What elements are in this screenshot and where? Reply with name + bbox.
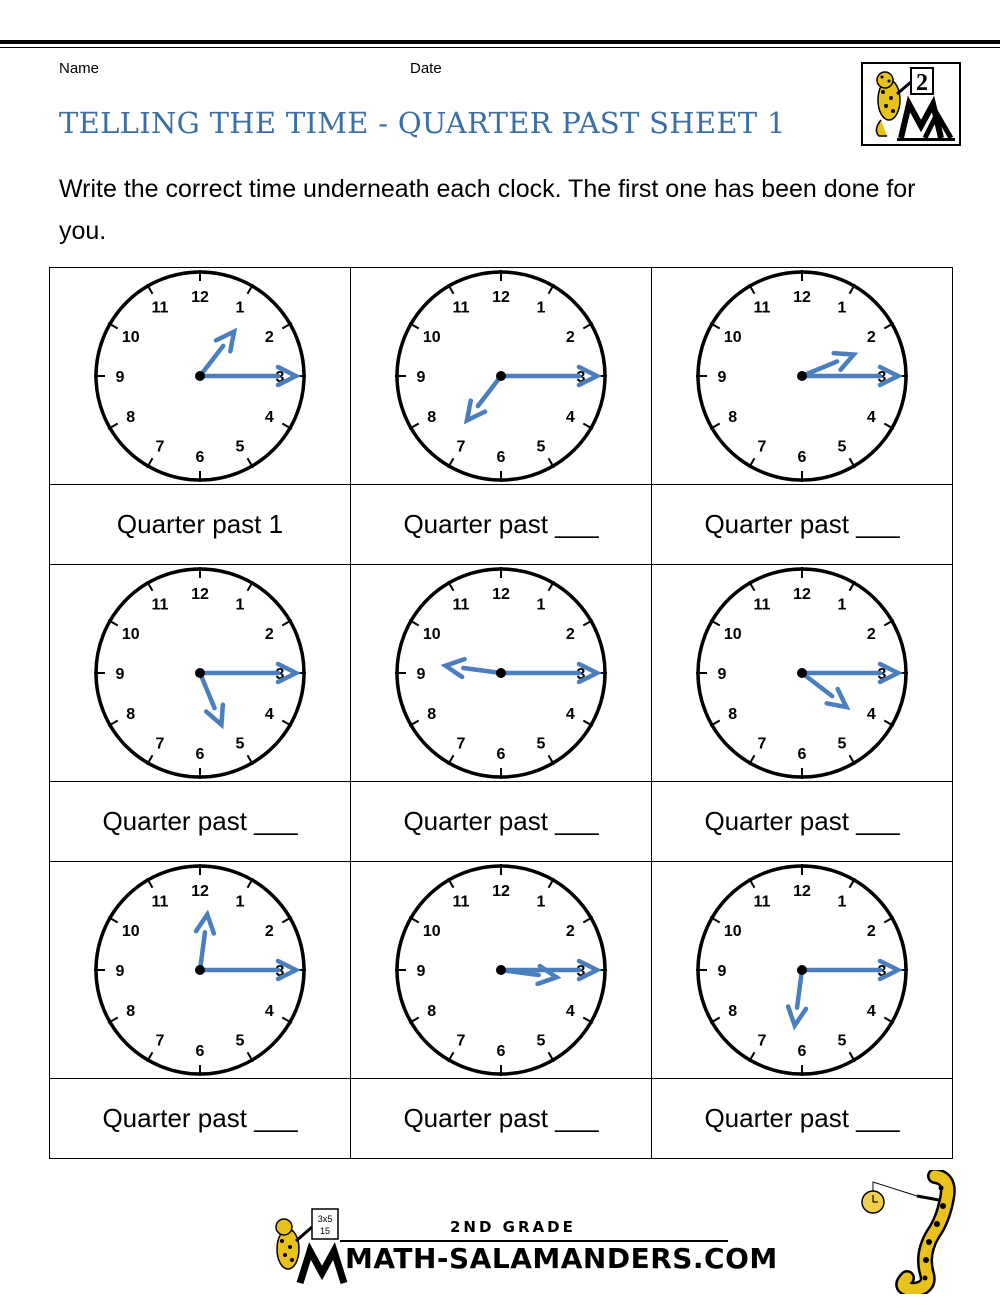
- hour-numeral: 2: [264, 923, 274, 940]
- hour-numeral: 11: [452, 596, 470, 614]
- answer-row: [50, 1079, 953, 1159]
- hour-numeral: 1: [837, 299, 847, 317]
- instructions: Write the correct time underneath each clock. The first one has been done for you.: [59, 175, 916, 245]
- answer-cell[interactable]: Quarter past ___: [351, 1079, 652, 1159]
- hour-numeral: 2: [866, 329, 876, 346]
- answer-cell[interactable]: Quarter past ___: [351, 782, 652, 862]
- hour-numeral: 7: [456, 438, 466, 456]
- hour-numeral: 2: [565, 923, 575, 940]
- grade-logo: [861, 62, 961, 146]
- hour-numeral: 5: [536, 1032, 546, 1050]
- clock-face: [90, 268, 310, 484]
- hour-numeral: 2: [565, 329, 575, 346]
- clock-cell: [50, 862, 351, 1079]
- hour-numeral: 7: [757, 735, 767, 753]
- hour-numeral: 11: [753, 893, 771, 911]
- hour-numeral: 6: [797, 449, 807, 466]
- answer-row: [50, 485, 953, 565]
- hour-numeral: 3: [275, 369, 285, 386]
- hour-numeral: 11: [753, 596, 771, 614]
- hour-numeral: 2: [565, 626, 575, 643]
- hour-numeral: 9: [717, 369, 727, 386]
- hour-numeral: 4: [565, 409, 575, 426]
- hour-numeral: 5: [837, 1032, 847, 1050]
- clock-cell: [351, 862, 652, 1079]
- footer-logo-figure: [260, 1205, 350, 1290]
- clock-face: [692, 268, 912, 484]
- hour-numeral: 6: [195, 449, 205, 466]
- clock-center: [195, 668, 205, 678]
- hour-numeral: 12: [492, 883, 510, 900]
- hour-numeral: 4: [866, 409, 876, 426]
- answer-cell[interactable]: Quarter past ___: [50, 782, 351, 862]
- hour-numeral: 5: [837, 438, 847, 456]
- clock-center: [496, 371, 506, 381]
- hour-numeral: 11: [151, 893, 169, 911]
- hour-numeral: 7: [456, 1032, 466, 1050]
- top-rule-thin: [0, 47, 1000, 48]
- hour-numeral: 9: [115, 666, 125, 683]
- clock-face: [90, 565, 310, 781]
- hour-numeral: 5: [536, 735, 546, 753]
- clock-row: [50, 862, 953, 1079]
- clock-cell: [50, 268, 351, 485]
- hour-numeral: 3: [576, 963, 586, 980]
- clock-face: [391, 862, 611, 1078]
- hour-numeral: 1: [536, 893, 546, 911]
- hour-numeral: 3: [877, 369, 887, 386]
- logo-formula-top: 3x5: [317, 1214, 333, 1224]
- hour-numeral: 6: [496, 746, 506, 763]
- clock-face: [90, 862, 310, 1078]
- hour-numeral: 8: [427, 706, 437, 723]
- hour-numeral: 4: [866, 706, 876, 723]
- hour-numeral: 11: [151, 299, 169, 317]
- clock-cell: [652, 268, 953, 485]
- clock-face: [692, 565, 912, 781]
- clock-row: [50, 268, 953, 485]
- hour-numeral: 8: [728, 409, 738, 426]
- hour-numeral: 1: [235, 596, 245, 614]
- hour-numeral: 7: [757, 438, 767, 456]
- hour-numeral: 7: [155, 438, 165, 456]
- answer-row: [50, 782, 953, 862]
- hour-numeral: 3: [877, 666, 887, 683]
- clock-face: [692, 862, 912, 1078]
- clock-cell: [351, 565, 652, 782]
- salamander-mascot-icon: [855, 1170, 975, 1299]
- hour-numeral: 3: [275, 963, 285, 980]
- page-title: TELLING THE TIME - QUARTER PAST SHEET 1: [59, 106, 786, 140]
- hour-numeral: 8: [728, 706, 738, 723]
- hour-numeral: 9: [115, 369, 125, 386]
- clock-center: [496, 965, 506, 975]
- hour-numeral: 8: [427, 409, 437, 426]
- hour-numeral: 1: [536, 596, 546, 614]
- hour-numeral: 4: [264, 409, 274, 426]
- top-rule: [0, 40, 1000, 44]
- hour-numeral: 11: [452, 893, 470, 911]
- hour-numeral: 3: [877, 963, 887, 980]
- answer-cell[interactable]: Quarter past ___: [50, 1079, 351, 1159]
- hour-numeral: 8: [728, 1003, 738, 1020]
- hour-numeral: 10: [121, 923, 140, 940]
- hour-numeral: 1: [837, 596, 847, 614]
- hour-numeral: 5: [235, 735, 245, 753]
- hour-numeral: 5: [837, 735, 847, 753]
- answer-cell[interactable]: Quarter past ___: [652, 782, 953, 862]
- footer-site: MATH-SALAMANDERS.COM: [345, 1242, 778, 1275]
- hour-numeral: 6: [195, 1043, 205, 1060]
- hour-numeral: 1: [837, 893, 847, 911]
- hour-numeral: 2: [866, 626, 876, 643]
- hour-numeral: 6: [195, 746, 205, 763]
- hour-numeral: 12: [191, 586, 209, 603]
- hour-numeral: 11: [452, 299, 470, 317]
- hour-numeral: 6: [496, 449, 506, 466]
- hour-numeral: 9: [416, 666, 426, 683]
- logo-formula-bottom: 15: [319, 1226, 331, 1236]
- hour-numeral: 10: [723, 329, 742, 346]
- clock-center: [797, 965, 807, 975]
- hour-numeral: 8: [427, 1003, 437, 1020]
- hour-numeral: 5: [235, 438, 245, 456]
- hour-numeral: 4: [264, 1003, 274, 1020]
- hour-numeral: 12: [492, 586, 510, 603]
- hour-numeral: 5: [536, 438, 546, 456]
- hour-numeral: 3: [576, 369, 586, 386]
- hour-numeral: 1: [235, 893, 245, 911]
- date-label: Date: [410, 60, 442, 77]
- clock-center: [797, 668, 807, 678]
- logo-digit: 2: [916, 70, 928, 96]
- clock-center: [195, 371, 205, 381]
- hour-numeral: 3: [275, 666, 285, 683]
- clock-center: [195, 965, 205, 975]
- hour-numeral: 10: [723, 626, 742, 643]
- clock-cell: [351, 268, 652, 485]
- hour-numeral: 9: [416, 963, 426, 980]
- hour-numeral: 10: [723, 923, 742, 940]
- hour-numeral: 1: [235, 299, 245, 317]
- answer-cell[interactable]: Quarter past ___: [351, 485, 652, 565]
- hour-numeral: 12: [793, 883, 811, 900]
- hour-numeral: 4: [264, 706, 274, 723]
- clock-center: [496, 668, 506, 678]
- hour-numeral: 2: [264, 329, 274, 346]
- hour-numeral: 11: [753, 299, 771, 317]
- hour-numeral: 12: [191, 289, 209, 306]
- hour-numeral: 4: [866, 1003, 876, 1020]
- hour-numeral: 12: [492, 289, 510, 306]
- hour-numeral: 8: [126, 706, 136, 723]
- hour-numeral: 12: [793, 586, 811, 603]
- hour-numeral: 7: [757, 1032, 767, 1050]
- hour-numeral: 10: [121, 329, 140, 346]
- clock-cell: [652, 862, 953, 1079]
- hour-numeral: 8: [126, 409, 136, 426]
- hour-numeral: 6: [797, 1043, 807, 1060]
- clock-cell: [50, 565, 351, 782]
- hour-numeral: 9: [717, 666, 727, 683]
- hour-numeral: 4: [565, 706, 575, 723]
- clock-center: [797, 371, 807, 381]
- hour-numeral: 1: [536, 299, 546, 317]
- hour-numeral: 10: [422, 923, 441, 940]
- hour-numeral: 10: [121, 626, 140, 643]
- hour-numeral: 6: [797, 746, 807, 763]
- hour-numeral: 7: [155, 1032, 165, 1050]
- answer-cell[interactable]: Quarter past ___: [652, 485, 953, 565]
- hour-numeral: 2: [264, 626, 274, 643]
- hour-numeral: 12: [191, 883, 209, 900]
- hour-numeral: 10: [422, 329, 441, 346]
- hour-numeral: 9: [115, 963, 125, 980]
- answer-cell: Quarter past 1: [50, 485, 351, 565]
- footer-grade: 2ND GRADE: [450, 1218, 576, 1236]
- hour-numeral: 7: [155, 735, 165, 753]
- clock-face: [391, 565, 611, 781]
- clock-face: [391, 268, 611, 484]
- hour-numeral: 12: [793, 289, 811, 306]
- hour-numeral: 9: [416, 369, 426, 386]
- hour-numeral: 5: [235, 1032, 245, 1050]
- answer-cell[interactable]: Quarter past ___: [652, 1079, 953, 1159]
- hour-numeral: 3: [576, 666, 586, 683]
- hour-numeral: 8: [126, 1003, 136, 1020]
- hour-numeral: 2: [866, 923, 876, 940]
- name-label: Name: [59, 60, 100, 77]
- hour-numeral: 10: [422, 626, 441, 643]
- hour-numeral: 9: [717, 963, 727, 980]
- hour-numeral: 7: [456, 735, 466, 753]
- hour-numeral: 4: [565, 1003, 575, 1020]
- clock-row: [50, 565, 953, 782]
- worksheet-grid: [49, 267, 953, 1159]
- clock-cell: [652, 565, 953, 782]
- hour-numeral: 11: [151, 596, 169, 614]
- hour-numeral: 6: [496, 1043, 506, 1060]
